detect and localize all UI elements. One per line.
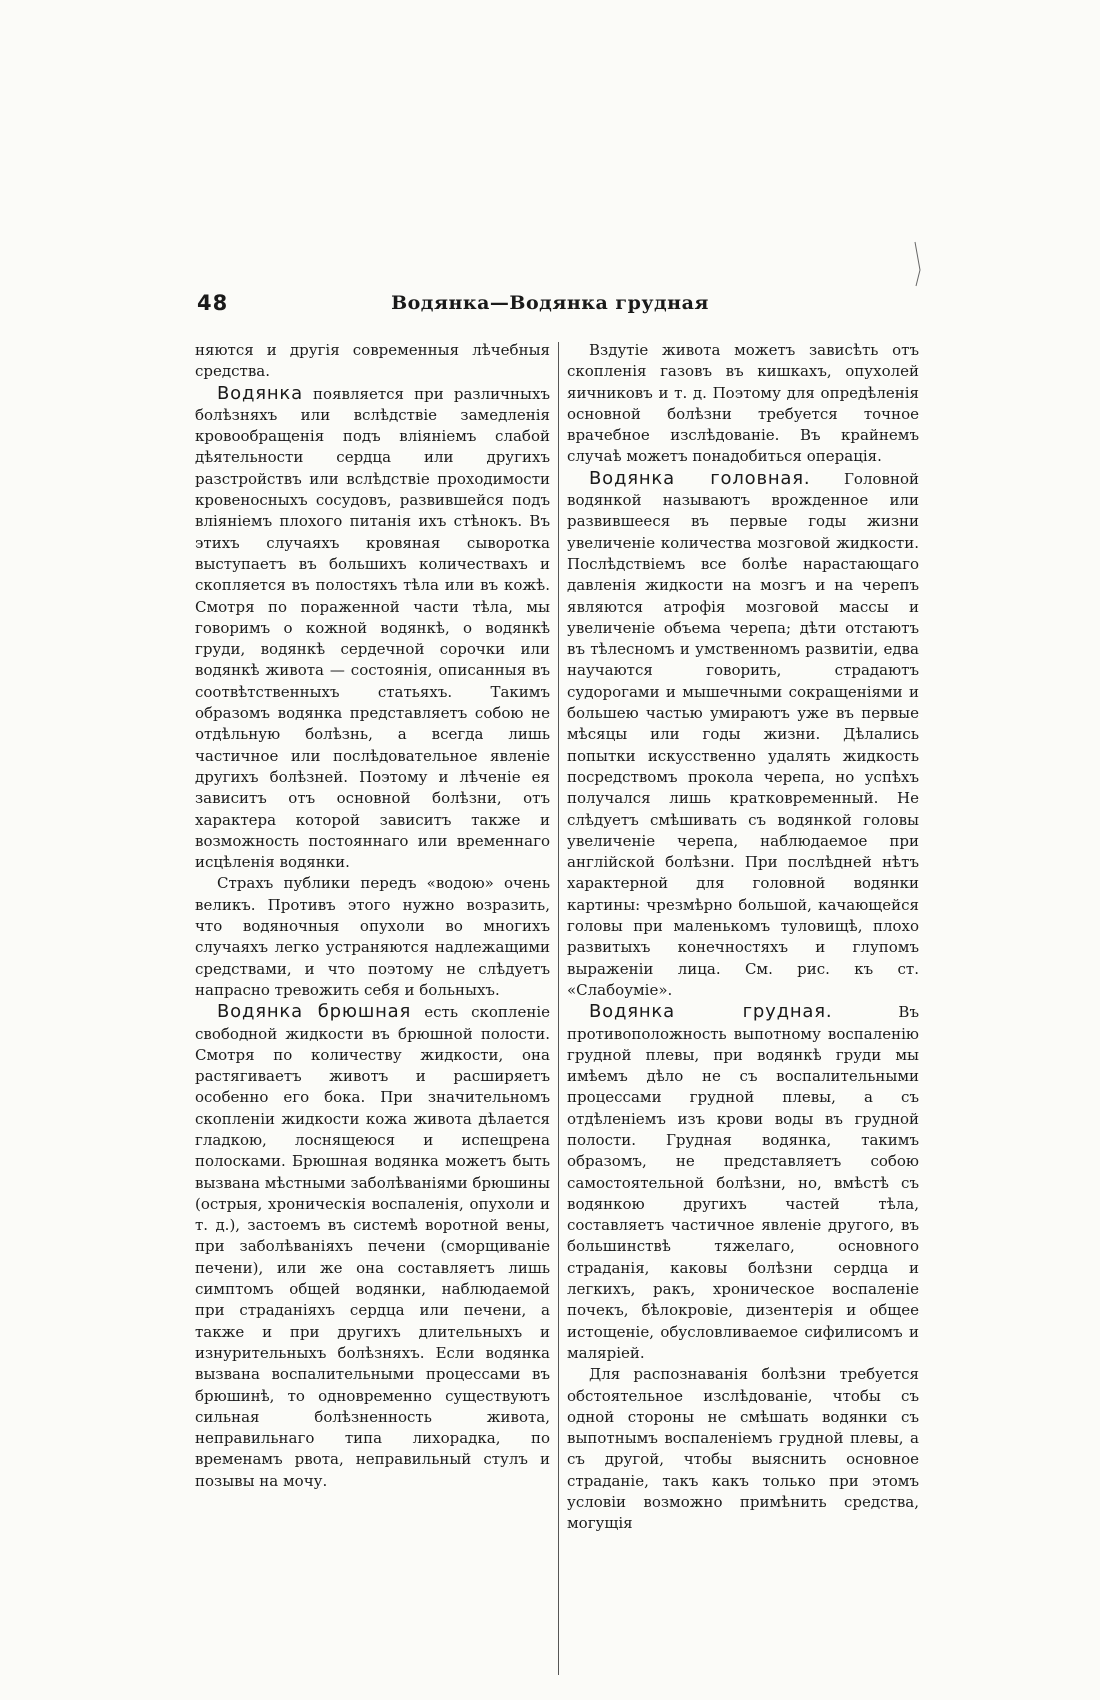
entry-text: появляется при различныхъ болѣзняхъ или вслѣдствіе замедленія кровообращенія подъ вліяніемъ слабой дѣятельности сердца или другихъ разстройствъ или вслѣдствіе проходимости кровеносныхъ сосудовъ, развившейся подъ вліяніемъ плохого питанія ихъ стѣнокъ. Въ этихъ случаяхъ кровяная сыворотка выступаетъ въ большихъ количествахъ и скопляется въ полостяхъ тѣла или въ кожѣ. Смотря по пораженной части тѣла, мы говоримъ о кожной водянкѣ, о водянкѣ груди, водянкѣ сердечной сорочки или водянкѣ живота — состоянія, описанныя въ соотвѣтственныхъ статьяхъ. Такимъ образомъ водянка представляетъ собою не отдѣльную болѣзнь, а всегда лишь частичное или послѣдовательное явленіе другихъ болѣзней. Поэтому и лѣченіе ея зависитъ отъ основной болѣзни, отъ характера которой зависитъ также и возможность постояннаго или временнаго исцѣленія водянки. [195, 384, 550, 872]
paragraph-vodyanka-grudnaya [567, 1001, 919, 1364]
paragraph-vodyanka [195, 383, 550, 874]
paragraph-vodyanka-golovnaya [567, 468, 919, 1001]
paragraph-bloating: Вздутіе живота можетъ зависѣть отъ скопленія газовъ въ кишкахъ, опухолей яичниковъ и т. д. Поэтому для опредѣленія основной болѣзни требуется точное врачебное изслѣдованіе. Въ крайнемъ случаѣ можетъ понадобиться операція. [567, 341, 919, 466]
margin-mark [913, 240, 925, 288]
entry-term: Водянка головная. [589, 467, 811, 489]
left-column [195, 340, 550, 1492]
entry-text: есть скопленіе свободной жидкости въ брюшной полости. Смотря по количеству жидкости, она растягиваетъ животъ и расширяетъ особенно его бока. При значительномъ скопленіи жидкости кожа живота дѣлается гладкою, лоснящеюся и испещрена полосками. Брюшная водянка можетъ быть вызвана мѣстными заболѣваніями брюшины (острыя, хроническія воспаленія, опухоли и т. д.), застоемъ въ системѣ воротной вены, при заболѣваніяхъ печени (сморщиваніе печени), или же она составляетъ лишь симптомъ общей водянки, наблюдаемой при страданіяхъ сердца или печени, а также и при другихъ длительныхъ и изнурительныхъ болѣзняхъ. Если водянка вызвана воспалительными процессами въ брюшинѣ, то одновременно существуютъ сильная болѣзненность живота, неправильнаго типа лихорадка, по временамъ рвота, неправильный стулъ и позывы на мочу. [195, 1003, 550, 1490]
entry-text: Въ противоположность выпотному воспаленію грудной плевы, при водянкѣ груди мы имѣемъ дѣло не съ воспалительными процессами грудной плевы, а съ отдѣленіемъ изъ крови воды въ грудной полости. Грудная водянка, такимъ образомъ, не представляетъ собою самостоятельной болѣзни, но, вмѣстѣ съ водянкою другихъ частей тѣла, составляетъ частичное явленіе другого, въ большинствѣ тяжелаго, основного страданія, каковы болѣзни сердца и легкихъ, ракъ, хроническое воспаленіе почекъ, бѣлокровіе, дизентерія и общее истощеніе, обусловливаемое сифилисомъ и маляріей. [567, 1003, 919, 1362]
column-rule [558, 342, 559, 1675]
right-column [567, 340, 919, 1535]
entry-term: Водянка [217, 382, 303, 404]
entry-term: Водянка брюшная [217, 1001, 412, 1023]
entry-term: Водянка грудная. [589, 1001, 833, 1023]
paragraph-continuation: няются и другія современныя лѣчебныя средства. [195, 341, 550, 381]
page-number: 48 [197, 291, 229, 315]
paragraph-vodyanka-bryushnaya [195, 1001, 550, 1492]
running-head: Водянка—Водянка грудная [391, 292, 709, 314]
paragraph-fear: Страхъ публики передъ «водою» очень великъ. Противъ этого нужно возразить, что водяночныя опухоли во многихъ случаяхъ легко устраняются надлежащими средствами, и что поэтому не слѣдуетъ напрасно тревожить себя и больныхъ. [195, 874, 550, 999]
entry-text: Головной водянкой называютъ врожденное или развившееся въ первые годы жизни увеличеніе количества мозговой жидкости. Послѣдствіемъ все болѣе нарастающаго давленія жидкости на мозгъ и на черепъ являются атрофія мозговой массы и увеличеніе объема черепа; дѣти отстаютъ въ тѣлесномъ и умственномъ развитіи, едва научаются говорить, страдаютъ судорогами и мышечными сокращеніями и большею частью умираютъ уже въ первые мѣсяцы или годы жизни. Дѣлались попытки искусственно удалять жидкость посредствомъ прокола черепа, но успѣхъ получался лишь кратковременный. Не слѣдуетъ смѣшивать съ водянкой головы увеличеніе черепа, наблюдаемое при англійской болѣзни. При послѣдней нѣтъ характерной для головной водянки картины: чрезмѣрно большой, качающейся головы при маленькомъ туловищѣ, плохо развитыхъ конечностяхъ и глупомъ выраженіи лица. См. рис. къ ст. «Слабоуміе». [567, 469, 919, 999]
paragraph-diagnosis: Для распознаванія болѣзни требуется обстоятельное изслѣдованіе, чтобы съ одной стороны не смѣшать водянки съ выпотнымъ воспаленіемъ грудной плевы, а съ другой, чтобы выяснить основное страданіе, такъ какъ только при этомъ условіи возможно примѣнить средства, могущія [567, 1365, 919, 1533]
